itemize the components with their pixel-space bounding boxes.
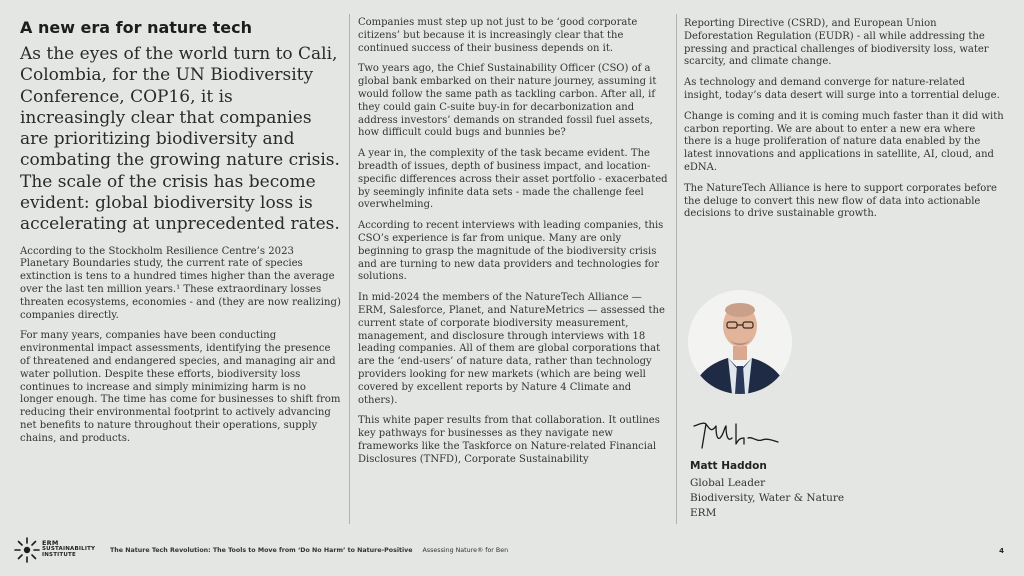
document-title: The Nature Tech Revolution: The Tools to Move from ‘Do No Harm’ to Nature-Positive <box>110 547 413 554</box>
signatory-name: Matt Haddon <box>690 460 767 472</box>
logo-wordmark <box>42 540 95 558</box>
erm-logo-icon <box>12 535 42 565</box>
logo-line: ERM <box>42 539 59 547</box>
body-paragraph: For many years, companies have been conducting environmental impact assessments, identifying the presence of threatened and endangered species, and managing air and water pollution. Despite these efforts, biodiversity loss continues to increase and simply minimizing harm is no longer enough. The time has come for businesses to shift from reducing their environmental footprint to actively advancing net benefits to nature throughout their operations, supply chains, and products. <box>20 330 341 444</box>
body-paragraph: Change is coming and it is coming much faster than it did with carbon reporting. We are about to enter a new era where there is a huge proliferation of nature data enabled by the latest innovations and applications in satellite, AI, cloud, and eDNA. <box>684 110 1004 173</box>
body-paragraph: Reporting Directive (CSRD), and European Union Deforestation Regulation (EUDR) - all while addressing the pressing and practical challenges of biodiversity loss, water scarcity, and climate change. <box>684 18 989 68</box>
body-paragraph: According to recent interviews with leading companies, this CSO’s experience is far from unique. Many are only beginning to grasp the magnitude of the biodiversity crisis and are turning to new data providers and technologies for solutions. <box>358 220 664 283</box>
body-paragraph: According to the Stockholm Resilience Centre’s 2023 Planetary Boundaries study, the current rate of species extinction is tens to a hundred times higher than the average over the last ten million years.¹ These extraordinary losses threaten ecosystems, economies - and (they are now realizing) companies directly. <box>20 245 341 321</box>
body-paragraph: This white paper results from that collaboration. It outlines key pathways for businesses as they navigate new frameworks like the Taskforce on Nature-related Financial Disclosures (TNFD), Corporate Sustainability <box>358 415 660 465</box>
body-paragraph: The NatureTech Alliance is here to support corporates before the deluge to convert this new flow of data into actionable decisions to drive sustainable growth. <box>684 182 997 220</box>
signatory-organization: ERM <box>690 507 717 519</box>
footer-document-title <box>110 547 508 554</box>
column-divider <box>349 14 350 524</box>
body-paragraph: As technology and demand converge for nature-related insight, today’s data desert will surge into a torrential deluge. <box>684 77 1000 101</box>
signature-graphic <box>690 418 782 454</box>
column-1 <box>20 18 342 454</box>
body-paragraph: Companies must step up not just to be ‘good corporate citizens’ but because it is increasingly clear that the continued success of their business depends on it. <box>358 17 638 54</box>
body-paragraph: Two years ago, the Chief Sustainability Officer (CSO) of a global bank embarked on their nature journey, assuming it would follow the same path as tackling carbon. After all, if they could gain C-suite buy-in for decarbonization and address investors’ demands on stranded fossil fuel assets, how difficult could bugs and bunnies be? <box>358 63 657 139</box>
column-2 <box>358 18 670 475</box>
page-title: A new era for nature tech <box>20 18 252 37</box>
signatory-role: Global Leader <box>690 477 766 489</box>
signatory-department: Biodiversity, Water & Nature <box>690 492 845 504</box>
column-3 <box>684 18 1004 229</box>
portrait-illustration <box>688 290 792 394</box>
document-subtitle: Assessing Nature® for Ben <box>422 547 509 554</box>
body-paragraph: A year in, the complexity of the task became evident. The breadth of issues, depth of business impact, and location-specific differences across their asset portfolio - exacerbated by seemingly infinite data sets - made the challenge feel overwhelming. <box>358 148 668 211</box>
page-footer <box>0 532 1024 576</box>
page-number: 4 <box>999 547 1004 555</box>
lead-paragraph: As the eyes of the world turn to Cali, Colombia, for the UN Biodiversity Conference, COP16, it is increasingly clear that companies are prioritizing biodiversity and combating the growing nature crisis. The scale of the crisis has become evident: global biodiversity loss is accelerating at unprecedented rates. <box>20 44 340 235</box>
body-paragraph: In mid-2024 the members of the NatureTech Alliance — ERM, Salesforce, Planet, and NatureMetrics — assessed the current state of corporate biodiversity measurement, management, and disclosure through interviews with 18 leading companies. All of them are global corporations that are the ‘end-users’ of nature data, rather than technology providers looking for new markets (which are being well covered by excellent reports by Nature 4 Climate and others). <box>358 292 665 406</box>
logo-line: SUSTAINABILITY <box>42 546 96 552</box>
logo-line: INSTITUTE <box>42 552 76 558</box>
author-portrait <box>688 290 792 394</box>
column-divider <box>676 14 677 524</box>
